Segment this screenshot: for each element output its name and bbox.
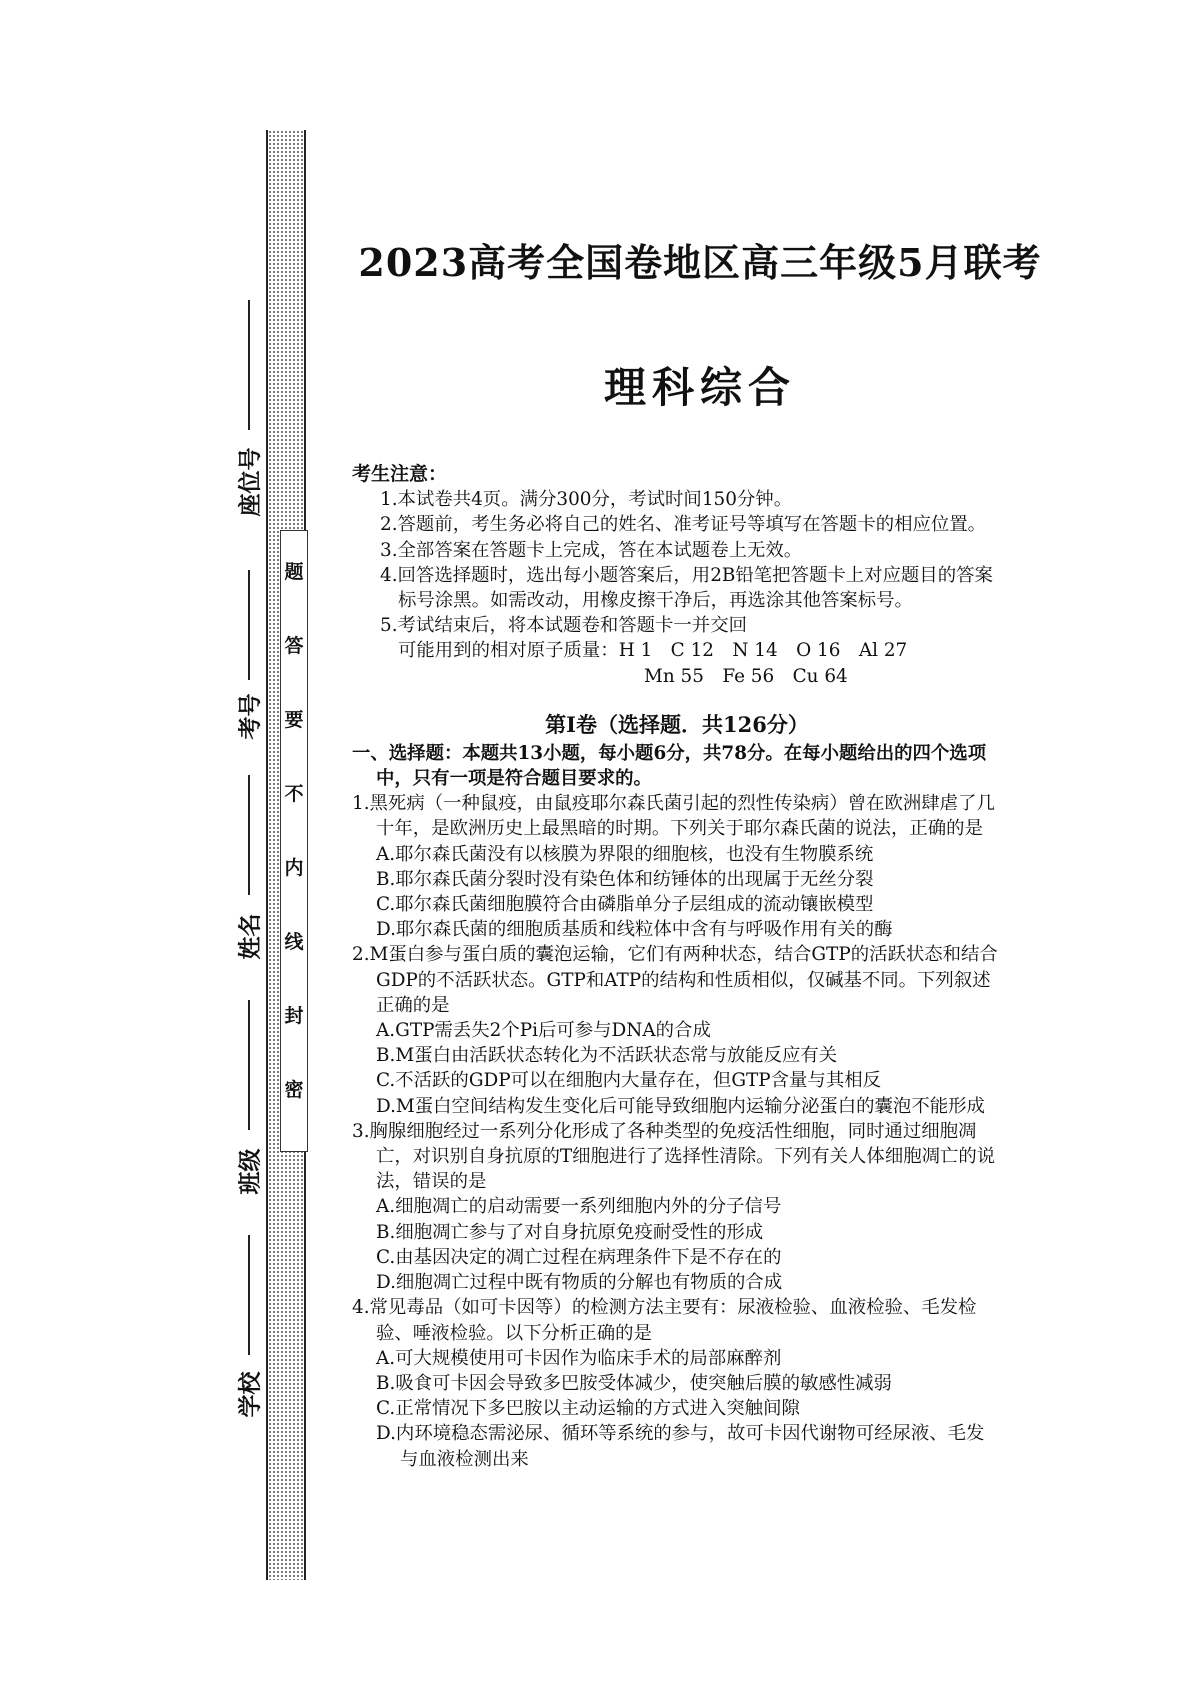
subject-title: 理科综合: [603, 363, 796, 412]
option-a: A.细胞凋亡的启动需要一系列细胞内外的分子信号: [376, 1196, 782, 1218]
exam-content: [352, 462, 1002, 1472]
name-line[interactable]: [230, 775, 250, 895]
option-d: D.M蛋白空间结构发生变化后可能导致细胞内运输分泌蛋白的囊泡不能形成: [376, 1095, 985, 1117]
section-intro: 一、选择题：本题共13小题，每小题6分，共78分。在每小题给出的四个选项中，只有一项是符合题目要求的。: [352, 742, 987, 790]
seal-char: 不: [284, 783, 304, 805]
atomic-mass-line: 可能用到的相对原子质量：H 1 C 12 N 14 O 16 Al 27: [398, 640, 908, 662]
exam-title: 2023高考全国卷地区高三年级5月联考: [358, 240, 1042, 285]
option-d: D.细胞凋亡过程中既有物质的分解也有物质的合成: [376, 1272, 783, 1294]
school-label: 学校: [236, 1371, 264, 1418]
question-stem: 4.常见毒品（如可卡因等）的检测方法主要有：尿液检验、血液检验、毛发检验、唾液检验。以下分析正确的是: [352, 1297, 977, 1344]
question-2: [352, 942, 1002, 1118]
seal-char: 题: [284, 561, 304, 583]
option-b: B.M蛋白由活跃状态转化为不活跃状态常与放能反应有关: [376, 1045, 838, 1067]
notice-item: 5.考试结束后，将本试题卷和答题卡一并交回: [380, 615, 747, 637]
option-b: B.吸食可卡因会导致多巴胺受体减少，使突触后膜的敏感性减弱: [376, 1372, 892, 1394]
option-c: C.正常情况下多巴胺以主动运输的方式进入突触间隙: [376, 1398, 800, 1420]
class-label: 班级: [236, 1148, 264, 1195]
school-line[interactable]: [230, 1235, 250, 1355]
seal-char: 线: [284, 931, 304, 953]
notice-item: 2.答题前，考生务必将自己的姓名、准考证号等填写在答题卡的相应位置。: [380, 514, 987, 536]
option-a: A.耶尔森氏菌没有以核膜为界限的细胞核，也没有生物膜系统: [376, 843, 874, 865]
option-a: A.GTP需丢失2个Pi后可参与DNA的合成: [376, 1020, 711, 1042]
option-c: C.不活跃的GDP可以在细胞内大量存在，但GTP含量与其相反: [376, 1070, 881, 1092]
option-d: D.耶尔森氏菌的细胞质基质和线粒体中含有与呼吸作用有关的酶: [376, 919, 893, 941]
notice-heading: 考生注意：: [352, 463, 448, 485]
option-a: A.可大规模使用可卡因作为临床手术的局部麻醉剂: [376, 1347, 782, 1369]
notice-item: 1.本试卷共4页。满分300分，考试时间150分钟。: [380, 489, 793, 511]
notice-item: 3.全部答案在答题卡上完成，答在本试题卷上无效。: [380, 539, 803, 561]
class-line[interactable]: [230, 1000, 250, 1130]
section-title: 第Ⅰ卷（选择题．共126分）: [545, 711, 809, 737]
seal-char: 答: [284, 635, 304, 657]
question-4: [352, 1295, 1002, 1471]
seal-line-box: [280, 530, 308, 1152]
question-3: [352, 1119, 1002, 1295]
question-stem: 1.黑死病（一种鼠疫，由鼠疫耶尔森氏菌引起的烈性传染病）曾在欧洲肆虐了几十年，是欧洲历史上最黑暗的时期。下列关于耶尔森氏菌的说法，正确的是: [352, 793, 995, 840]
name-label: 姓名: [236, 913, 264, 960]
atomic-mass-line: Mn 55 Fe 56 Cu 64: [644, 665, 848, 687]
seal-char: 封: [284, 1005, 304, 1027]
option-b: B.耶尔森氏菌分裂时没有染色体和纺锤体的出现属于无丝分裂: [376, 868, 874, 890]
option-c: C.由基因决定的凋亡过程在病理条件下是不存在的: [376, 1246, 782, 1268]
seat-number-line[interactable]: [230, 300, 250, 430]
seal-char: 要: [284, 709, 304, 731]
question-stem: 2.M蛋白参与蛋白质的囊泡运输，它们有两种状态，结合GTP的活跃状态和结合GDP的不活跃状态。GTP和ATP的结构和性质相似，仅碱基不同。下列叙述正确的是: [352, 944, 998, 1016]
option-b: B.细胞凋亡参与了对自身抗原免疫耐受性的形成: [376, 1221, 764, 1243]
seal-char: 密: [284, 1079, 304, 1101]
exam-number-line[interactable]: [230, 570, 250, 680]
option-c: C.耶尔森氏菌细胞膜符合由磷脂单分子层组成的流动镶嵌模型: [376, 894, 874, 916]
option-d: D.内环境稳态需泌尿、循环等系统的参与，故可卡因代谢物可经尿液、毛发与血液检测出来: [376, 1423, 985, 1470]
notice-item: 4.回答选择题时，选出每小题答案后，用2B铅笔把答题卡上对应题目的答案标号涂黑。如需改动，用橡皮擦干净后，再选涂其他答案标号。: [380, 564, 993, 612]
question-stem: 3.胸腺细胞经过一系列分化形成了各种类型的免疫活性细胞，同时通过细胞凋亡，对识别自身抗原的T细胞进行了选择性清除。下列有关人体细胞凋亡的说法，错误的是: [352, 1120, 996, 1193]
exam-number-label: 考号: [236, 693, 264, 740]
seat-number-label: 座位号: [236, 447, 264, 517]
question-1: [352, 791, 1002, 942]
seal-char: 内: [284, 857, 304, 879]
